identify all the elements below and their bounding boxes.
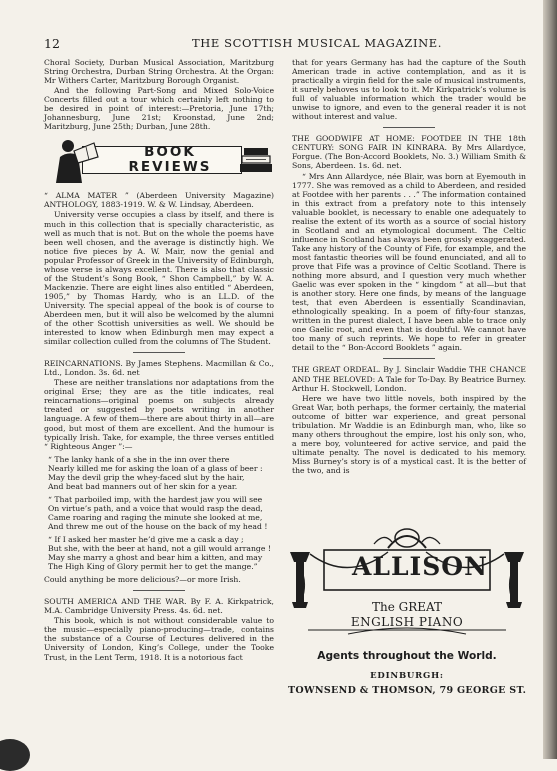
poem-line: Nearly killed me for asking the loan of a glass of beer : [48,463,263,473]
advert-agents-line: Agents throughout the World. [317,650,497,662]
allison-piano-advert [288,522,526,728]
poem-line: Came roaring and raging the minute she looked at me, [48,512,263,522]
review-title-reincarnations: REINCARNATIONS. By James Stephens. Macmillan & Co., Ltd., London. 3s. 6d. net [44,359,274,378]
advert-brand-name: ALLISON [352,552,488,581]
poem-stanza [48,495,274,531]
review-body-reincarnations: These are neither translations nor adaptations from the original Erse; they are as the title indicates, real reincarnations—original poems on subjects already treated or suggested by poets writing in another language. A few of them—there are about thirty in all—are good, but most of them are excellent. And the humour is typically Irish. Take, for example, the three verses entitled “ Righteous Anger ”:— [44,378,274,451]
page-corner-shadow [0,739,30,771]
advert-address: TOWNSEND & THOMSON, 79 GEORGE ST. [288,685,527,696]
running-title: THE SCOTTISH MUSICAL MAGAZINE. [191,36,442,50]
poem-stanza [48,455,274,491]
page-header [44,36,530,52]
review-closing-reincarnations: Could anything be more delicious?—or more Irish. [44,575,241,585]
section-divider [133,590,185,591]
review-body-goodwife: “ Mrs Ann Allardyce, née Blair, was born at Eyemouth in 1777. She was removed as a child to Aberdeen, and resided at Footdee with her parents . . .” The information contained in this extract from a prefatory note to this intensely valuable booklet, is necessary to enable one adequately to realise the extent of its worth as a source of social history in Scotland and an etymological document. The Celtic influence in Scotland has always been grossly exaggerated. Take any history of the County of Fife, for example, and the most fantastic theories will be found enunciated, and all to prove that Fife was a province of Celtic Scotland. There is nothing more absurd, and I question very much whether Gaelic was ever spoken in the “ kingdom ” at all—but that is another story. Here one finds, by means of the language test, that even Aberdeen is essentially Scandinavian, ethnologically speaking. In a poem of fifty-four stanzas, written in the purest dialect, I have been able to trace only one Gaelic root, and even that is doubtful. We cannot have too many of such reprints. We hope to refer in greater detail to the “ Bon-Accord Booklets ” again. [292,171,526,353]
reading-man-icon [48,137,104,183]
book-stack-icon [238,144,274,174]
review-body-south-america-continued: that for years Germany has had the capture of the South American trade in active contemplation, and as it is practically a virgin field for the sale of musical instruments, it surely behoves us to look to it. Mr Kirkpatrick’s volume is full of valuable information which the trader would be unwise to ignore, and even to the general reader it is not without interest and value. [292,58,526,122]
review-body-great-ordeal: Here we have two little novels, both inspired by the Great War, both perhaps, the former certainly, the material outcome of bitter war experience, and great personal tribulation. Mr Waddie is an Edinburgh man, who, like so many others throughout the empire, lost his only son, who, a mere boy, volunteered for active service, and paid the ultimate penalty. The novel is dedicated to his memory. Miss Burney’s story is of a mystical cast. It is the better of the two, and is [292,393,526,475]
advert-tagline: ENGLISH PIANO [350,615,464,629]
left-column [44,58,274,663]
poem-line: The High King of Glory permit her to get the mange.” [48,562,258,572]
poem-line: On virtue’s path, and a voice that would rasp the dead, [48,503,263,513]
book-reviews-banner [44,137,274,183]
poem-line: May she marry a ghost and bear him a kitten, and may [48,553,263,563]
review-title-great-ordeal: THE GREAT ORDEAL. By J. Sinclair Waddie THE CHANCE AND THE BELOVED: A Tale for To-Day. By Beatrice Burney. Arthur H. Stockwell, London. [292,365,526,393]
review-title-alma-mater: “ ALMA MATER ” (Aberdeen University Magazine) ANTHOLOGY, 1883-1919. W. & W. Lindsay, Aberdeen. [44,191,274,210]
review-title-goodwife: THE GOODWIFE AT HOME: FOOTDEE IN THE 18th CENTURY: SONG FAIR IN KINRARA. By Mrs Allardyce, Forgue. (The Bon-Accord Booklets, No. 3.) William Smith & Sons, Aberdeen. 1s. 6d. net. [292,134,526,171]
section-divider [133,352,185,353]
poem-line: But she, with the beer at hand, not a gill would arrange ! [48,544,271,554]
page-number: 12 [44,36,60,51]
poem-line: “ The lanky hank of a she in the inn over there [48,454,230,464]
banner-title: BOOK REVIEWS [128,144,212,176]
poem-line: “ That parboiled imp, with the hardest jaw you will see [48,494,263,504]
right-column [292,58,526,476]
intro-paragraph: And the following Part-Song and Mixed Solo-Voice Concerts filled out a tour which certainly left nothing to be desired in point of interest:—Pretoria, June 17th; Johannesburg, June 21st; Kroonstad, June 2nd; Maritzburg, June 25th; Durban, June 28th. [44,86,274,132]
poem-stanza [48,535,274,571]
review-body-south-america: This book, which is not without considerable value to the music—especially piano-producing—trade, contains the substance of a Course of Lectures delivered in the University of London, King’s College, under the Tooke Trust, in the Lent Term, 1918. It is a notorious fact [44,616,274,662]
advert-tagline: The GREAT [371,600,443,614]
section-divider [383,358,435,359]
page-spine-shadow [543,0,557,759]
review-body-alma-mater: University verse occupies a class by itself, and there is much in this collection that is specially characteristic, as well as much that is not. But on the whole the poems have been well chosen, and the average is distinctly high. We notice five pieces by A. W. Mair, now the genial and popular Professor of Greek in the University of Edinburgh, whose verse is always excellent. There is also that classic of the Student’s Song Book, “ Shon Campbell,” by W. A. Mackenzie. There are eight lines also entitled “ Aberdeen, 1905,” by Thomas Hardy, who is an LL.D. of the University. The special appeal of the book is of course to Aberdeen men, but it will also be welcomed by the alumni of the other Scottish universities as well. We should be interested to know when Edinburgh men may expect a similar collection culled from the columns of The Student. [44,210,274,347]
poem-line: And threw me out of the house on the back of my head ! [48,521,268,531]
poem-line: And beat bad manners out of her skin for a year. [48,481,238,491]
advert-city: EDINBURGH: [370,671,444,681]
review-title-south-america: SOUTH AMERICA AND THE WAR. By F. A. Kirkpatrick, M.A. Cambridge University Press. 4s. 6d. net. [44,597,274,616]
section-divider [383,127,435,128]
poem-line: “ If I asked her master he’d give me a cask a day ; [48,535,244,545]
poem-line: May the devil grip the whey-faced slut by the hair, [48,472,245,482]
intro-paragraph: Choral Society, Durban Musical Association, Maritzburg String Orchestra, Durban String Orchestra. At the Organ: Mr Withers Carter, Maritzburg Borough Organist. [44,58,274,86]
